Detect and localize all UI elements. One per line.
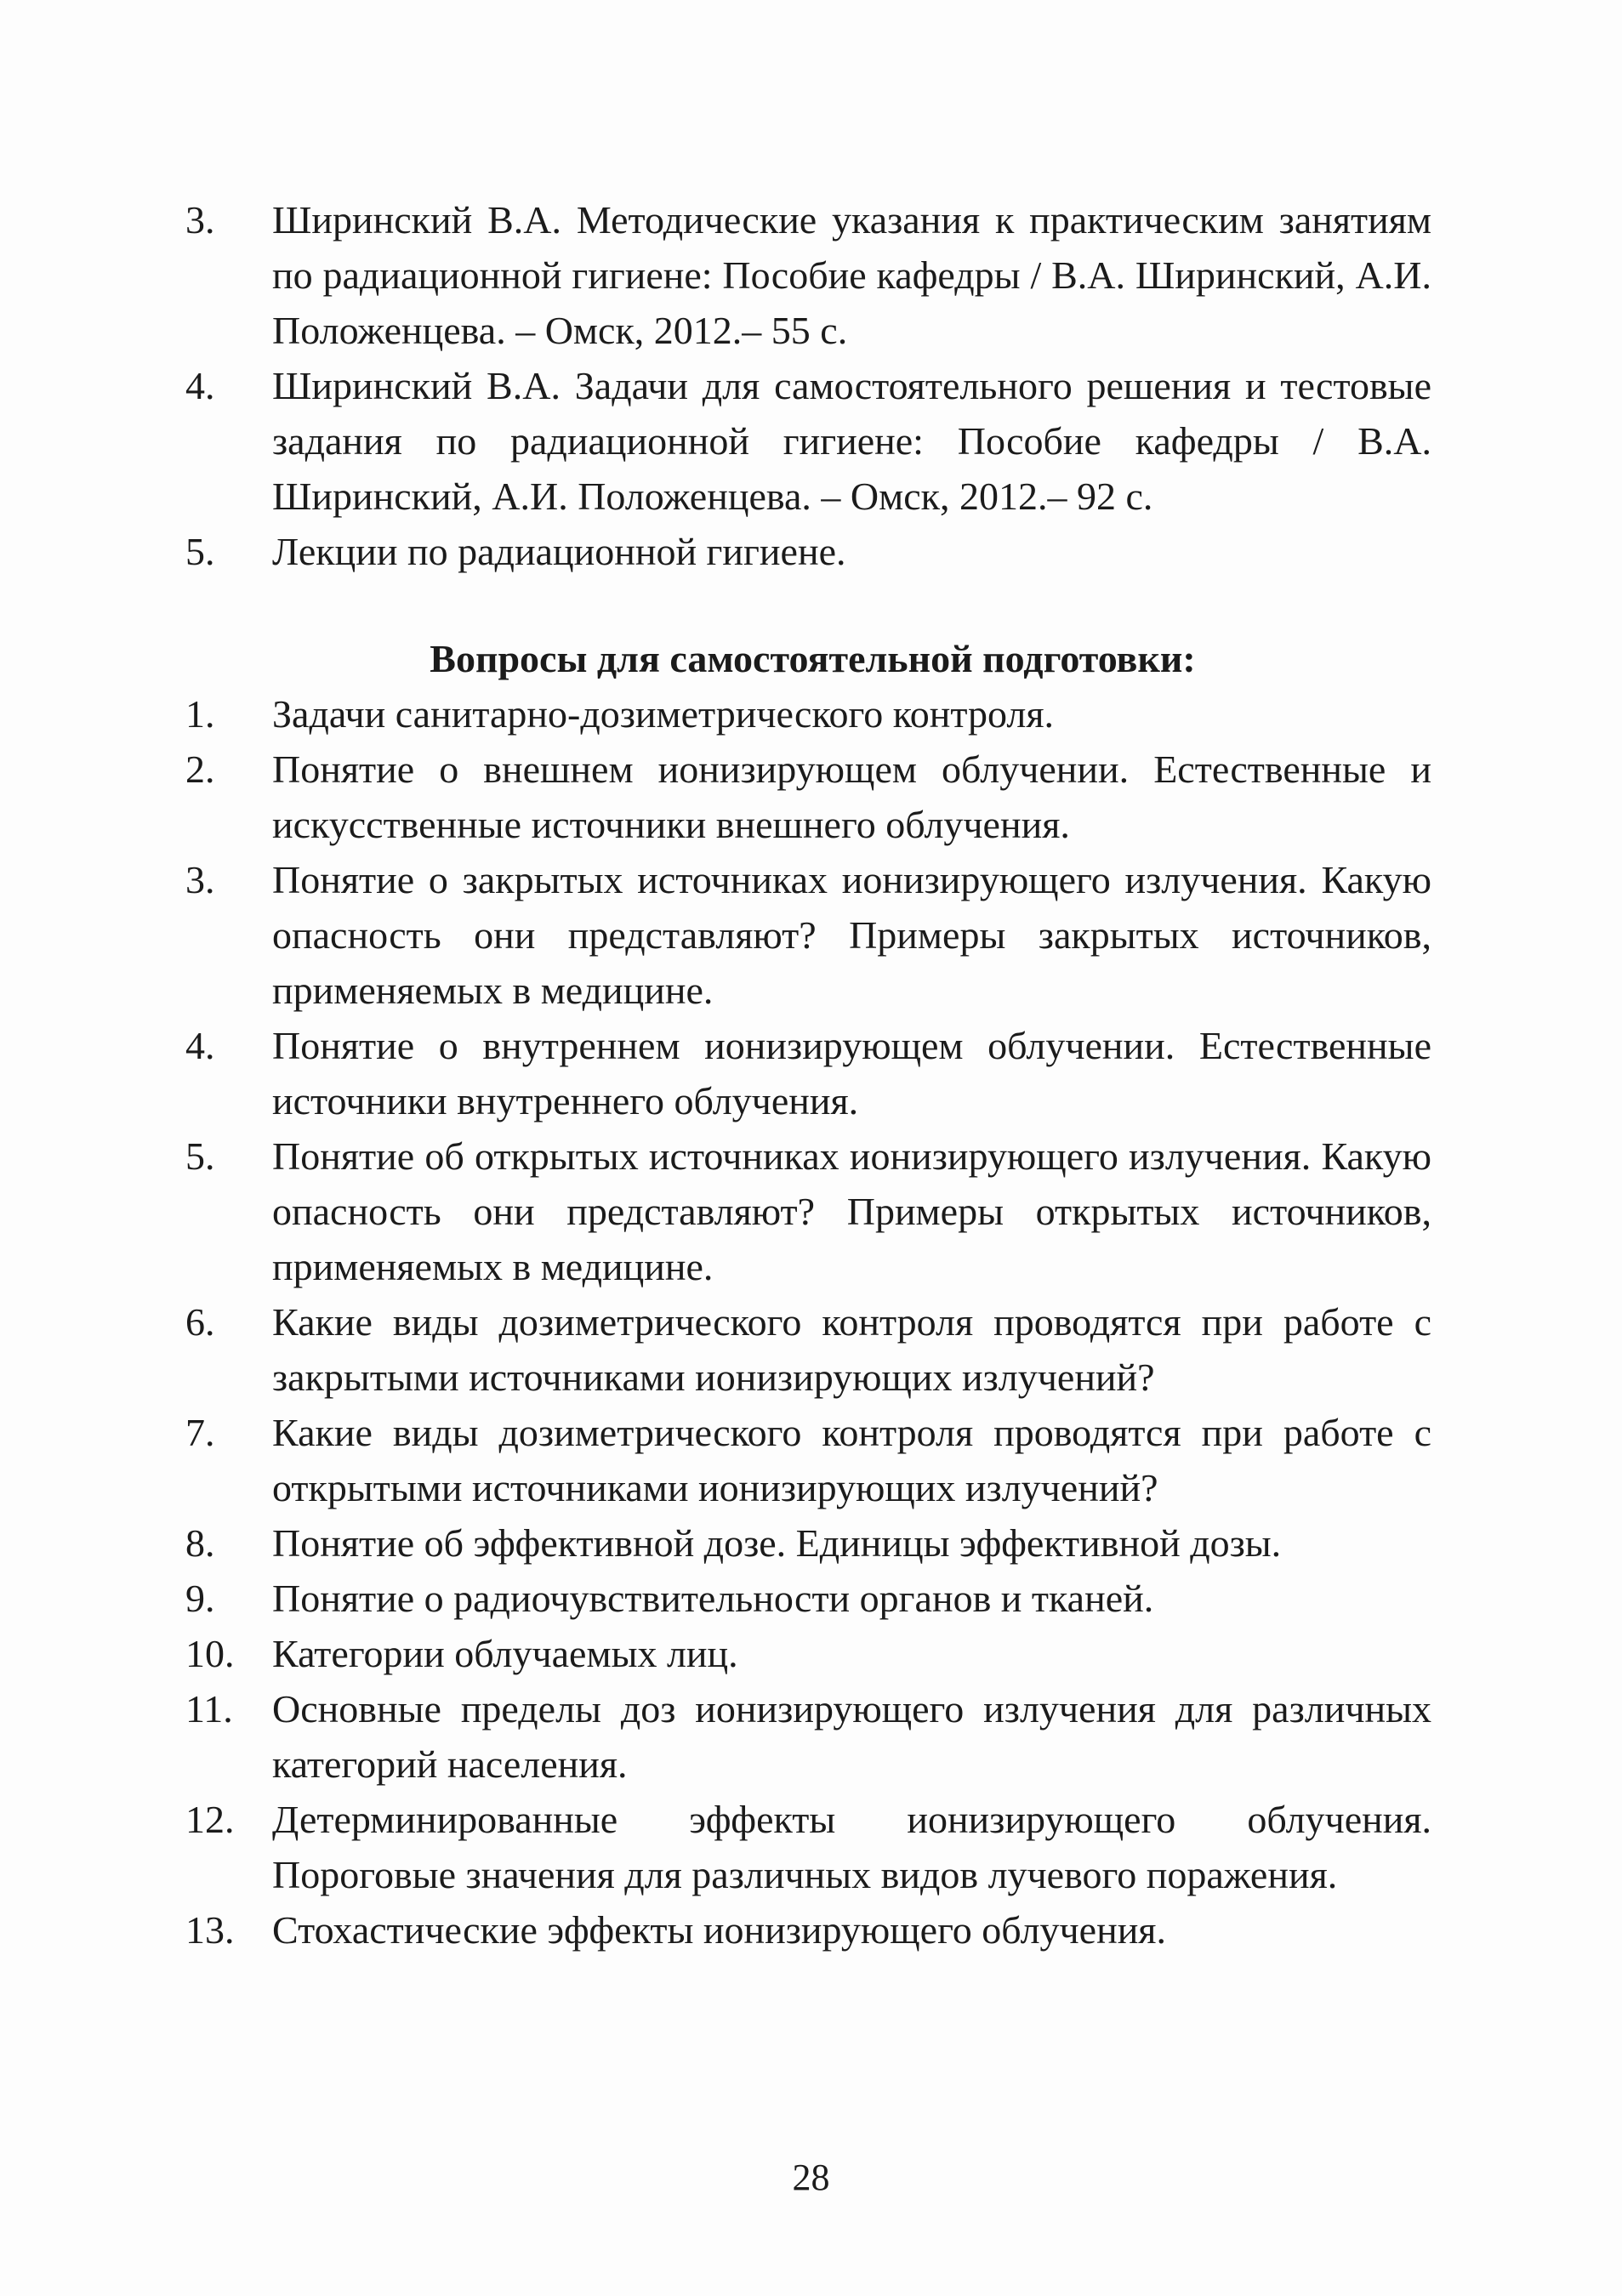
question-text: Понятие о радиочувствительности органов и тканей. bbox=[272, 1577, 1154, 1620]
reference-number: 5. bbox=[185, 530, 215, 573]
question-text: Стохастические эффекты ионизирующего облучения. bbox=[272, 1908, 1166, 1952]
question-item bbox=[185, 742, 1431, 852]
question-text: Категории облучаемых лиц. bbox=[272, 1632, 738, 1675]
question-text: Какие виды дозиметрического контроля проводятся при работе с закрытыми источниками ионизирующих излучений? bbox=[272, 1300, 1431, 1399]
section-heading: Вопросы для самостоятельной подготовки: bbox=[430, 637, 1196, 680]
page-content bbox=[185, 192, 1431, 1958]
question-item bbox=[185, 1792, 1431, 1902]
question-text: Понятие об эффективной дозе. Единицы эффективной дозы. bbox=[272, 1521, 1282, 1565]
question-text: Понятие об открытых источниках ионизирующего излучения. Какую опасность они представляют? Примеры открытых источников, применяемых в медицине. bbox=[272, 1134, 1431, 1288]
question-item bbox=[185, 1626, 1431, 1681]
reference-item bbox=[185, 524, 1431, 579]
question-item bbox=[185, 1294, 1431, 1405]
question-number: 8. bbox=[185, 1521, 215, 1565]
reference-number: 4. bbox=[185, 364, 215, 407]
question-text: Основные пределы доз ионизирующего излучения для различных категорий населения. bbox=[272, 1687, 1431, 1786]
reference-item bbox=[185, 358, 1431, 524]
question-number: 6. bbox=[185, 1300, 215, 1344]
question-number: 3. bbox=[185, 858, 215, 901]
question-item bbox=[185, 1405, 1431, 1515]
question-number: 9. bbox=[185, 1577, 215, 1620]
question-item bbox=[185, 1018, 1431, 1128]
question-number: 13. bbox=[185, 1908, 235, 1952]
question-text: Детерминированные эффекты ионизирующего облучения. Пороговые значения для различных видов лучевого поражения. bbox=[272, 1798, 1431, 1896]
question-number: 1. bbox=[185, 692, 215, 736]
reference-text: Ширинский В.А. Методические указания к практическим занятиям по радиационной гигиене: Пособие кафедры / В.А. Ширинский, А.И. Положенцева. – Омск, 2012.– 55 с. bbox=[272, 198, 1431, 352]
question-number: 2. bbox=[185, 747, 215, 791]
page-number: 28 bbox=[792, 2157, 830, 2198]
question-number: 11. bbox=[185, 1687, 233, 1731]
reference-text: Ширинский В.А. Задачи для самостоятельного решения и тестовые задания по радиационной гигиене: Пособие кафедры / В.А. Ширинский, А.И. Положенцева. – Омск, 2012.– 92 с. bbox=[272, 364, 1431, 518]
question-number: 4. bbox=[185, 1024, 215, 1067]
reference-text: Лекции по радиационной гигиене. bbox=[272, 530, 846, 573]
question-item bbox=[185, 1571, 1431, 1626]
question-item bbox=[185, 1902, 1431, 1958]
reference-number: 3. bbox=[185, 198, 215, 242]
question-item bbox=[185, 686, 1431, 742]
question-item bbox=[185, 1515, 1431, 1571]
question-text: Понятие о закрытых источниках ионизирующего излучения. Какую опасность они представляют? Примеры закрытых источников, применяемых в медицине. bbox=[272, 858, 1431, 1012]
question-text: Какие виды дозиметрического контроля проводятся при работе с открытыми источниками ионизирующих излучений? bbox=[272, 1411, 1431, 1509]
question-number: 7. bbox=[185, 1411, 215, 1454]
reference-list bbox=[185, 192, 1431, 579]
question-text: Понятие о внешнем ионизирующем облучении. Естественные и искусственные источники внешнего облучения. bbox=[272, 747, 1431, 846]
question-item bbox=[185, 852, 1431, 1018]
question-item bbox=[185, 1681, 1431, 1792]
question-list bbox=[185, 686, 1431, 1958]
reference-item bbox=[185, 192, 1431, 358]
question-item bbox=[185, 1128, 1431, 1294]
question-text: Задачи санитарно-дозиметрического контроля. bbox=[272, 692, 1054, 736]
question-text: Понятие о внутреннем ионизирующем облучении. Естественные источники внутреннего облучения. bbox=[272, 1024, 1431, 1122]
question-number: 5. bbox=[185, 1134, 215, 1178]
question-number: 10. bbox=[185, 1632, 235, 1675]
question-number: 12. bbox=[185, 1798, 235, 1841]
